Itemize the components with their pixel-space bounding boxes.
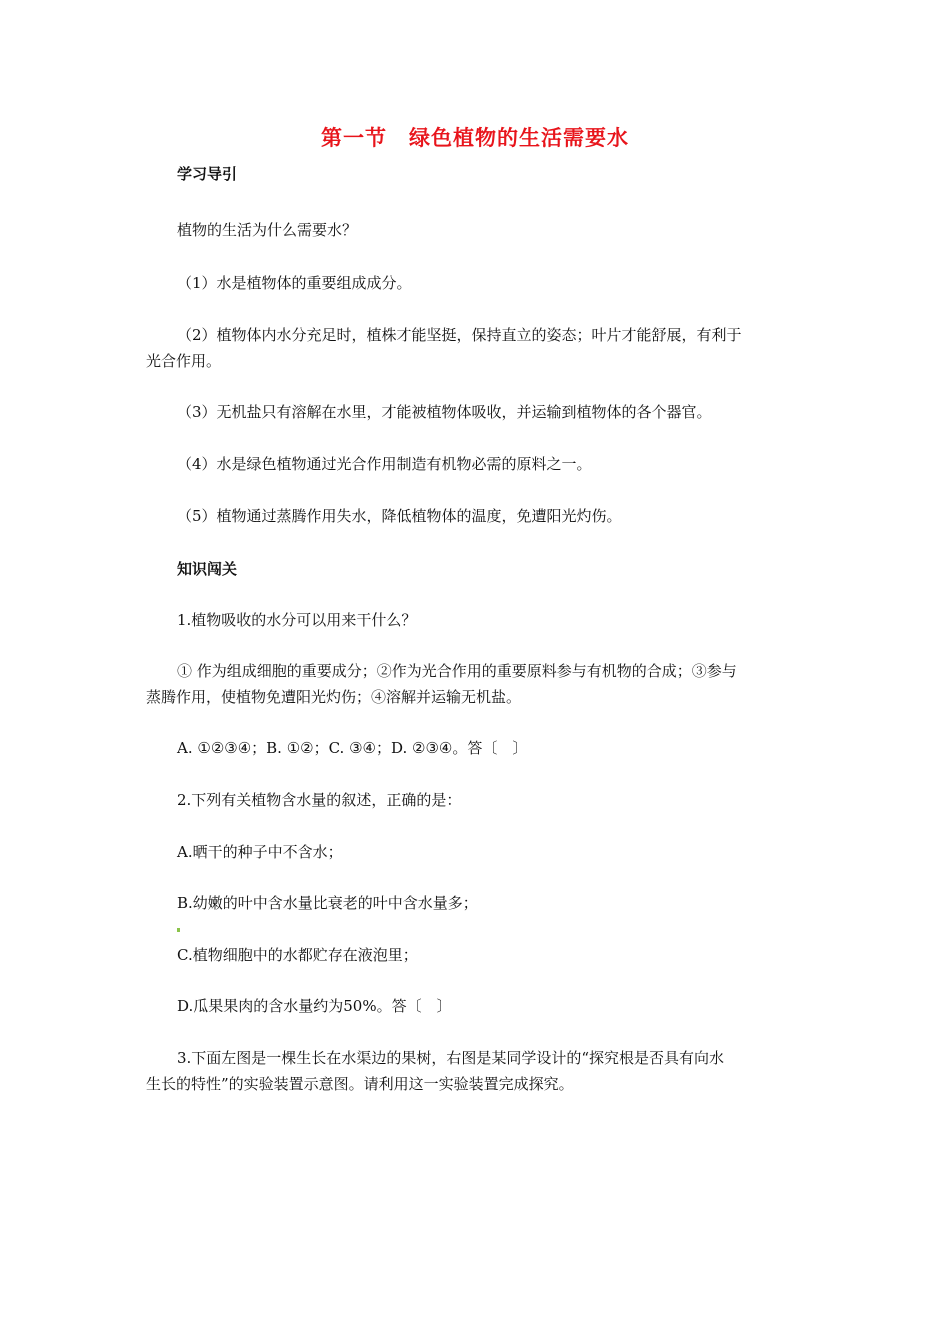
guide-item-2: （2）植物体内水分充足时，植株才能坚挺，保持直立的姿态；叶片才能舒展，有利于 xyxy=(177,326,742,344)
guide-item-4: （4）水是绿色植物通过光合作用制造有机物必需的原料之一。 xyxy=(177,455,592,473)
q3-line-2: 生长的特性”的实验装置示意图。请利用这一实验装置完成探究。 xyxy=(146,1075,574,1093)
q1-body-line-2: 蒸腾作用，使植物免遭阳光灼伤；④溶解并运输无机盐。 xyxy=(146,688,522,706)
q1-stem: 1.植物吸收的水分可以用来干什么？ xyxy=(177,611,417,629)
stray-mark xyxy=(177,928,180,932)
q2-option-a: A.晒干的种子中不含水； xyxy=(177,843,343,861)
q3-line-1: 3.下面左图是一棵生长在水渠边的果树，右图是某同学设计的“探究根是否具有向水 xyxy=(177,1049,724,1067)
guide-item-2-cont: 光合作用。 xyxy=(146,352,222,370)
q2-option-b: B.幼嫩的叶中含水量比衰老的叶中含水量多； xyxy=(177,894,478,912)
guide-question: 植物的生活为什么需要水？ xyxy=(177,221,358,239)
page-title: 第一节 绿色植物的生活需要水 xyxy=(321,126,629,150)
q2-stem: 2.下列有关植物含水量的叙述，正确的是： xyxy=(177,791,462,809)
section-heading-quiz: 知识闯关 xyxy=(177,560,238,578)
q2-option-d: D.瓜果果肉的含水量约为50%。答〔 〕 xyxy=(177,997,452,1015)
q1-body-line-1: ① 作为组成细胞的重要成分；②作为光合作用的重要原料参与有机物的合成；③参与 xyxy=(177,662,737,680)
guide-item-5: （5）植物通过蒸腾作用失水，降低植物体的温度，免遭阳光灼伤。 xyxy=(177,507,622,525)
guide-item-1: （1）水是植物体的重要组成成分。 xyxy=(177,274,412,292)
q1-options: A. ①②③④；B. ①②；C. ③④；D. ②③④。答〔 〕 xyxy=(177,739,528,757)
q2-option-c: C.植物细胞中的水都贮存在液泡里； xyxy=(177,946,418,964)
section-heading-guide: 学习导引 xyxy=(177,165,238,183)
guide-item-3: （3）无机盐只有溶解在水里，才能被植物体吸收，并运输到植物体的各个器官。 xyxy=(177,403,712,421)
